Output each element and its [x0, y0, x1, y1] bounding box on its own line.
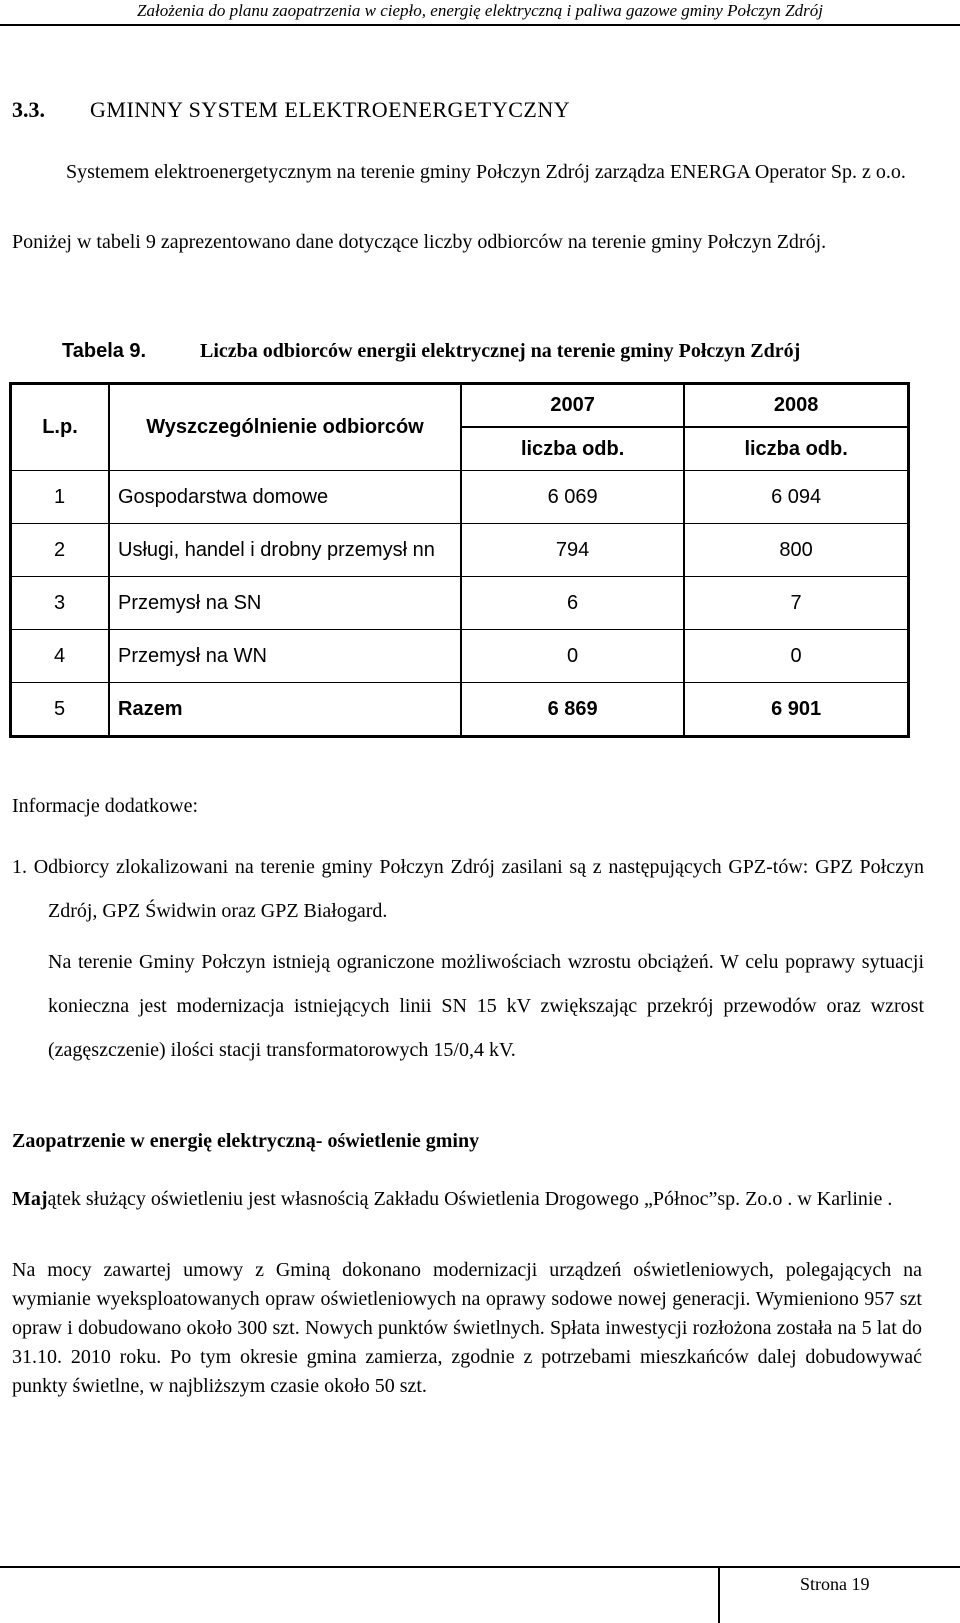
section-title: GMINNY SYSTEM ELEKTROENERGETYCZNY — [90, 97, 571, 122]
row-lp: 1 — [11, 471, 110, 524]
section-heading — [12, 97, 570, 123]
row-value-2007: 6 — [461, 577, 684, 630]
header-description: Wyszczególnienie odbiorców — [109, 384, 461, 471]
lighting-paragraph-1 — [12, 1185, 922, 1214]
intro-paragraph-2: Poniżej w tabeli 9 zaprezentowano dane dotyczące liczby odbiorców na terenie gminy Połczyn Zdrój. — [12, 231, 827, 253]
subheader-count-2008: liczba odb. — [684, 427, 908, 471]
header-year-2007: 2007 — [461, 384, 684, 428]
intro-paragraph-1: Systemem elektroenergetycznym na terenie gminy Połczyn Zdrój zarządza ENERGA Operator Sp. z o.o. — [66, 161, 906, 183]
table-row — [11, 524, 909, 577]
info-label: Informacje dodatkowe: — [12, 795, 199, 817]
lighting-paragraph-2: Na mocy zawartej umowy z Gminą dokonano modernizacji urządzeń oświetleniowych, polegających na wymianie wyeksploatowanych opraw oświetleniowych na oprawy sodowe nowej generacji. Wymieniono 957 szt opraw i dobudowano około 300 szt. Nowych punktów świetlnych. Spłata inwestycji rozłożona została na 5 lat do 31.10. 2010 roku. Po tym okresie gmina zamierza, zgodnie z potrzebami mieszkańców dalej dobudowywać punkty świetlne, w najbliższym czasie około 50 szt. — [12, 1259, 922, 1397]
lighting-paragraph-1-bold: Maj — [12, 1188, 48, 1210]
row-lp: 3 — [11, 577, 110, 630]
table-row — [11, 471, 909, 524]
row-description: Usługi, handel i drobny przemysł nn — [109, 524, 461, 577]
lighting-paragraph-1-text: ątek służący oświetleniu jest własnością Zakładu Oświetlenia Drogowego „Północ”sp. Zo.o . w Karlinie . — [47, 1188, 893, 1210]
row-value-2008: 6 901 — [684, 683, 908, 737]
row-lp: 2 — [11, 524, 110, 577]
table-row-total — [11, 683, 909, 737]
info-item-1-continued: Na terenie Gminy Połczyn istnieją ograniczone możliwościach wzrostu obciążeń. W celu poprawy sytuacji konieczna jest modernizacja istniejących linii SN 15 kV zwiększając przekrój przewodów oraz wzrost (zagęszczenie) ilości stacji transformatorowych 15/0,4 kV. — [48, 951, 924, 1061]
row-description: Razem — [109, 683, 461, 737]
header-year-2008: 2008 — [684, 384, 908, 428]
row-description: Przemysł na SN — [109, 577, 461, 630]
row-value-2007: 6 869 — [461, 683, 684, 737]
subheader-count-2007: liczba odb. — [461, 427, 684, 471]
row-value-2008: 800 — [684, 524, 908, 577]
row-lp: 5 — [11, 683, 110, 737]
page-number: Strona 19 — [800, 1574, 870, 1594]
consumers-table — [9, 382, 910, 738]
table-caption: Liczba odbiorców energii elektrycznej na terenie gminy Połczyn Zdrój — [200, 340, 801, 362]
header-lp: L.p. — [42, 416, 78, 438]
row-description: Przemysł na WN — [109, 630, 461, 683]
table-label: Tabela 9. — [62, 340, 147, 362]
row-value-2007: 0 — [461, 630, 684, 683]
section-number: 3.3. — [12, 97, 45, 122]
row-description: Gospodarstwa domowe — [109, 471, 461, 524]
table-row — [11, 630, 909, 683]
running-header — [0, 0, 960, 26]
row-value-2007: 6 069 — [461, 471, 684, 524]
running-header-text: Założenia do planu zaopatrzenia w ciepło, energię elektryczną i paliwa gazowe gminy Połczyn Zdrój — [137, 1, 823, 20]
row-lp: 4 — [11, 630, 110, 683]
row-value-2008: 7 — [684, 577, 908, 630]
row-value-2008: 6 094 — [684, 471, 908, 524]
table-row — [11, 577, 909, 630]
lighting-heading: Zaopatrzenie w energię elektryczną- oświetlenie gminy — [12, 1130, 480, 1152]
row-value-2008: 0 — [684, 630, 908, 683]
table-header-row — [11, 384, 909, 428]
row-value-2007: 794 — [461, 524, 684, 577]
info-item-1: 1. Odbiorcy zlokalizowani na terenie gminy Połczyn Zdrój zasilani są z następujących GPZ-tów: GPZ Połczyn Zdrój, GPZ Świdwin oraz GPZ Białogard. — [12, 856, 924, 922]
